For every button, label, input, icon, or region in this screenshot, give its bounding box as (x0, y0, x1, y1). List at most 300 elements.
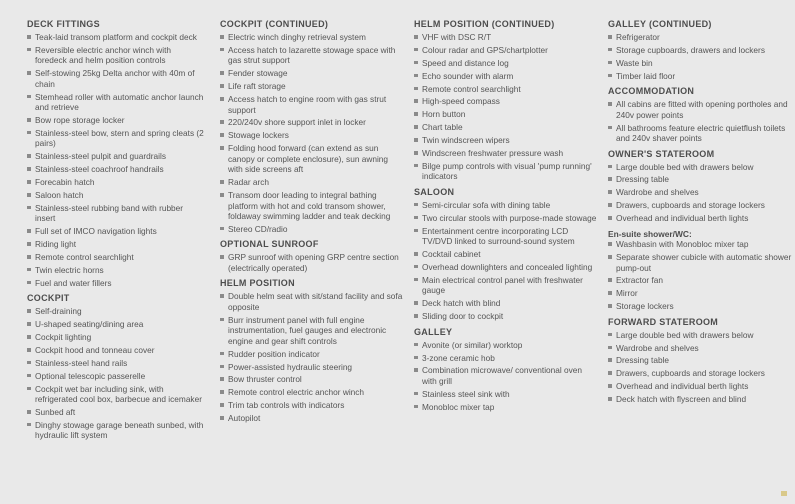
bullet-square-icon (220, 35, 224, 39)
spec-item-text: Optional telescopic passerelle (35, 370, 146, 381)
spec-item-text: Windscreen freshwater pressure wash (422, 148, 564, 159)
spec-list-item (414, 200, 599, 211)
bullet-square-icon (414, 203, 418, 207)
spec-item-text: Cocktail cabinet (422, 249, 481, 260)
bullet-square-icon (220, 146, 224, 150)
spec-item-text: Mirror (616, 288, 638, 299)
spec-item-text: Sunbed aft (35, 407, 76, 418)
spec-section (414, 327, 599, 413)
spec-item-text: Large double bed with drawers below (616, 161, 754, 172)
spec-list-item (220, 94, 405, 115)
bullet-square-icon (414, 314, 418, 318)
spec-list-item (608, 343, 792, 354)
spec-list-item (608, 200, 792, 211)
bullet-square-icon (27, 154, 31, 158)
column-2 (220, 19, 405, 429)
bullet-square-icon (608, 48, 612, 52)
bullet-square-icon (27, 95, 31, 99)
bullet-square-icon (220, 390, 224, 394)
spec-list-item (27, 177, 205, 188)
spec-item-text: Washbasin with Monobloc mixer tap (616, 239, 749, 250)
bullet-square-icon (414, 368, 418, 372)
spec-section (608, 86, 792, 143)
spec-list-item (414, 109, 599, 120)
spec-item-text: Stowage lockers (228, 130, 289, 141)
spec-section (27, 19, 205, 288)
bullet-square-icon (220, 84, 224, 88)
spec-item-text: Drawers, cupboards and storage lockers (616, 368, 765, 379)
spec-list-item (414, 262, 599, 273)
spec-list-item (220, 224, 405, 235)
bullet-square-icon (27, 423, 31, 427)
spec-list-item (608, 162, 792, 173)
spec-item-text: Refrigerator (616, 32, 660, 42)
bullet-square-icon (27, 242, 31, 246)
spec-list (414, 32, 599, 182)
spec-item-text: Speed and distance log (422, 57, 509, 68)
bullet-square-icon (414, 35, 418, 39)
spec-item-text: Full set of IMCO navigation lights (35, 226, 157, 237)
spec-list-item (27, 407, 205, 418)
spec-item-text: Saloon hatch (35, 190, 84, 201)
spec-item-text: Waste bin (616, 57, 653, 68)
spec-list-item (414, 161, 599, 182)
bullet-square-icon (27, 322, 31, 326)
spec-list-item (608, 71, 792, 82)
section-heading: FORWARD STATEROOM (608, 316, 719, 327)
spec-item-text: Fuel and water fillers (35, 277, 112, 288)
spec-item-text: Transom door leading to integral bathing platform with hot and cold transom shower, foldaway swimming ladder and teak decking (228, 190, 391, 222)
spec-list-item (414, 213, 599, 224)
bullet-square-icon (220, 403, 224, 407)
spec-item-text: Dressing table (616, 355, 670, 366)
spec-item-text: Drawers, cupboards and storage lockers (616, 200, 765, 211)
bullet-square-icon (608, 177, 612, 181)
spec-item-text: Stemhead roller with automatic anchor launch and retrieve (35, 91, 204, 113)
spec-item-text: Large double bed with drawers below (616, 329, 754, 340)
bullet-square-icon (414, 405, 418, 409)
bullet-square-icon (220, 133, 224, 137)
spec-item-text: Timber laid floor (616, 70, 676, 81)
spec-item-text: Overhead and individual berth lights (616, 381, 749, 392)
bullet-square-icon (27, 118, 31, 122)
spec-list-item (220, 362, 405, 373)
section-heading: ACCOMMODATION (608, 86, 695, 97)
bullet-square-icon (220, 71, 224, 75)
spec-item-text: Remote control searchlight (35, 252, 134, 263)
bullet-square-icon (27, 255, 31, 259)
bullet-square-icon (414, 343, 418, 347)
spec-list-item (220, 315, 405, 347)
spec-section (414, 187, 599, 322)
spec-item-text: Cockpit lighting (35, 332, 92, 343)
spec-section (608, 149, 792, 224)
spec-item-text: Fender stowage (228, 68, 288, 79)
spec-item-text: Access hatch to lazarette stowage space with gas strut support (228, 44, 396, 66)
spec-item-text: Cockpit wet bar including sink, with refrigerated cool box, barbecue and icemaker (35, 383, 202, 405)
spec-item-text: Combination microwave/ conventional oven with grill (422, 365, 583, 386)
spec-list-item (27, 420, 205, 441)
spec-list-item (608, 123, 792, 144)
bullet-square-icon (414, 99, 418, 103)
spec-item-text: Dressing table (616, 174, 670, 185)
bullet-square-icon (220, 318, 224, 322)
spec-item-text: Remote control searchlight (422, 83, 521, 94)
spec-item-text: Entertainment centre incorporating LCD TV/DVD linked to surround-sound system (422, 225, 575, 247)
section-heading: HELM POSITION (220, 278, 295, 289)
bullet-square-icon (608, 203, 612, 207)
spec-list-item (608, 301, 792, 312)
spec-item-text: Self-draining (35, 306, 82, 317)
section-subheading: En-suite shower/WC: (608, 228, 692, 239)
spec-item-text: Monobloc mixer tap (422, 401, 495, 412)
spec-item-text: Reversible electric anchor winch with foredeck and helm position controls (35, 44, 172, 66)
section-heading: COCKPIT (27, 293, 70, 304)
spec-list (414, 200, 599, 322)
spec-section (608, 19, 792, 81)
bullet-square-icon (220, 193, 224, 197)
bullet-square-icon (414, 216, 418, 220)
spec-item-text: U-shaped seating/dining area (35, 319, 144, 330)
spec-list (608, 239, 792, 312)
spec-item-text: Twin electric horns (35, 264, 104, 275)
bullet-square-icon (608, 190, 612, 194)
spec-list-item (414, 135, 599, 146)
bullet-square-icon (414, 278, 418, 282)
spec-item-text: Stainless steel sink with (422, 388, 510, 399)
section-heading: OWNER'S STATEROOM (608, 148, 715, 159)
spec-list-item (220, 81, 405, 92)
bullet-square-icon (220, 365, 224, 369)
spec-item-text: Separate shower cubicle with automatic shower pump-out (616, 252, 792, 273)
column-1 (27, 19, 205, 446)
bullet-square-icon (414, 48, 418, 52)
spec-list-item (414, 96, 599, 107)
bullet-square-icon (27, 335, 31, 339)
bullet-square-icon (220, 97, 224, 101)
spec-item-text: Storage lockers (616, 301, 674, 312)
spec-item-text: All cabins are fitted with opening portholes and 240v power points (616, 99, 788, 120)
spec-item-text: All bathrooms feature electric quietflush toilets and 240v shaver points (616, 122, 786, 144)
spec-item-text: Two circular stools with purpose-made stowage (422, 212, 597, 223)
spec-item-text: Deck hatch with flyscreen and blind (616, 394, 747, 405)
bullet-square-icon (27, 167, 31, 171)
spec-list-item (27, 252, 205, 263)
spec-section (220, 239, 405, 273)
spec-list-item (27, 384, 205, 405)
spec-list-item (220, 190, 405, 222)
spec-list-item (414, 353, 599, 364)
spec-item-text: Echo sounder with alarm (422, 70, 514, 81)
bullet-square-icon (27, 361, 31, 365)
spec-item-text: Remote control electric anchor winch (228, 387, 365, 398)
spec-list-item (414, 84, 599, 95)
section-heading: SALOON (414, 186, 455, 197)
bullet-square-icon (27, 410, 31, 414)
bullet-square-icon (414, 151, 418, 155)
spec-list-item (608, 394, 792, 405)
bullet-square-icon (608, 291, 612, 295)
spec-item-text: Radar arch (228, 177, 270, 188)
spec-item-text: Horn button (422, 109, 466, 120)
spec-list-item (414, 275, 599, 296)
bullet-square-icon (608, 102, 612, 106)
spec-list-item (27, 278, 205, 289)
bullet-square-icon (608, 61, 612, 65)
spec-list-item (27, 115, 205, 126)
bullet-square-icon (608, 126, 612, 130)
bullet-square-icon (608, 242, 612, 246)
spec-list-item (608, 187, 792, 198)
spec-list-item (414, 122, 599, 133)
spec-item-text: High-speed compass (422, 96, 500, 107)
spec-item-text: Avonite (or similar) worktop (422, 339, 523, 350)
spec-item-text: Twin windscreen wipers (422, 135, 510, 146)
spec-list-item (414, 389, 599, 400)
bullet-square-icon (27, 229, 31, 233)
spec-list (27, 32, 205, 288)
spec-list-item (27, 226, 205, 237)
spec-item-text: Bilge pump controls with visual 'pump running' indicators (422, 160, 592, 182)
spec-list-item (414, 365, 599, 386)
spec-item-text: Trim tab controls with indicators (228, 400, 345, 411)
spec-list-item (608, 368, 792, 379)
bullet-square-icon (220, 255, 224, 259)
spec-item-text: Chart table (422, 122, 463, 133)
bullet-square-icon (414, 392, 418, 396)
spec-list-item (414, 298, 599, 309)
spec-list-item (414, 402, 599, 413)
bullet-square-icon (608, 255, 612, 259)
spec-list-item (27, 239, 205, 250)
spec-item-text: GRP sunroof with opening GRP centre section (electrically operated) (228, 252, 399, 273)
spec-item-text: Wardrobe and shelves (616, 187, 699, 198)
spec-item-text: 3-zone ceramic hob (422, 352, 495, 363)
bullet-square-icon (27, 281, 31, 285)
bullet-square-icon (414, 138, 418, 142)
spec-list-item (220, 374, 405, 385)
spec-item-text: Dinghy stowage garage beneath sunbed, with hydraulic lift system (35, 419, 204, 441)
spec-list-item (220, 32, 405, 43)
spec-item-text: Bow thruster control (228, 374, 302, 385)
spec-item-text: Main electrical control panel with freshwater gauge (422, 274, 583, 296)
spec-list (220, 291, 405, 423)
spec-item-text: Self-stowing 25kg Delta anchor with 40m of chain (35, 68, 195, 89)
spec-list (220, 252, 405, 273)
bullet-square-icon (27, 193, 31, 197)
spec-list-item (414, 340, 599, 351)
spec-list-item (220, 117, 405, 128)
spec-list (608, 162, 792, 224)
bullet-square-icon (27, 71, 31, 75)
spec-list-item (414, 58, 599, 69)
spec-list-item (27, 151, 205, 162)
spec-list-item (27, 203, 205, 224)
spec-item-text: Overhead downlighters and concealed lighting (422, 261, 593, 272)
spec-item-text: Semi-circular sofa with dining table (422, 199, 551, 210)
spec-item-text: Forecabin hatch (35, 177, 95, 188)
spec-list-item (608, 252, 792, 273)
bullet-square-icon (220, 180, 224, 184)
spec-item-text: Rudder position indicator (228, 348, 320, 359)
spec-list-item (220, 68, 405, 79)
bullet-square-icon (27, 180, 31, 184)
bullet-square-icon (27, 348, 31, 352)
bullet-square-icon (414, 74, 418, 78)
spec-item-text: Power-assisted hydraulic steering (228, 361, 353, 372)
spec-item-text: Burr instrument panel with full engine instrumentation, fuel gauges and electronic engine and gear shift controls (228, 314, 387, 346)
spec-list-item (608, 275, 792, 286)
spec-list-item (414, 32, 599, 43)
spec-section (27, 293, 205, 441)
spec-item-text: Stereo CD/radio (228, 223, 288, 234)
bullet-square-icon (27, 374, 31, 378)
bullet-square-icon (220, 227, 224, 231)
spec-list-item (27, 92, 205, 113)
spec-list-item (608, 45, 792, 56)
bullet-square-icon (608, 35, 612, 39)
bullet-square-icon (608, 371, 612, 375)
spec-list-item (27, 68, 205, 89)
spec-list-item (27, 32, 205, 43)
section-heading: OPTIONAL SUNROOF (220, 239, 319, 250)
spec-item-text: Wardrobe and shelves (616, 342, 699, 353)
spec-list-item (27, 45, 205, 66)
spec-item-text: Stainless-steel bow, stern and spring cleats (2 pairs) (35, 127, 204, 149)
bullet-square-icon (27, 48, 31, 52)
spec-item-text: Life raft storage (228, 81, 286, 92)
bullet-square-icon (608, 74, 612, 78)
bullet-square-icon (608, 304, 612, 308)
spec-list-item (220, 413, 405, 424)
spec-item-text: Extractor fan (616, 275, 664, 286)
bullet-square-icon (608, 165, 612, 169)
spec-list-item (414, 71, 599, 82)
spec-list-item (220, 143, 405, 175)
spec-section (608, 317, 792, 405)
spec-list-item (27, 345, 205, 356)
bullet-square-icon (414, 61, 418, 65)
spec-list-item (414, 148, 599, 159)
spec-list (608, 32, 792, 81)
spec-list-item (27, 190, 205, 201)
bullet-square-icon (608, 358, 612, 362)
spec-list-item (608, 288, 792, 299)
bullet-square-icon (414, 265, 418, 269)
section-heading: COCKPIT (CONTINUED) (220, 19, 329, 29)
spec-list-item (220, 349, 405, 360)
spec-item-text: Cockpit hood and tonneau cover (35, 345, 155, 356)
bullet-square-icon (414, 229, 418, 233)
spec-list (27, 306, 205, 441)
spec-list-item (608, 99, 792, 120)
corner-mark (781, 491, 787, 496)
spec-item-text: Overhead and individual berth lights (616, 213, 749, 224)
bullet-square-icon (220, 352, 224, 356)
spec-section (220, 278, 405, 423)
spec-item-text: Stainless-steel hand rails (35, 357, 128, 368)
spec-list-item (608, 355, 792, 366)
spec-item-text: Deck hatch with blind (422, 298, 501, 309)
spec-list-item (608, 32, 792, 43)
spec-list-item (27, 319, 205, 330)
spec-item-text: Riding light (35, 239, 77, 250)
bullet-square-icon (27, 309, 31, 313)
bullet-square-icon (220, 120, 224, 124)
spec-item-text: 220/240v shore support inlet in locker (228, 117, 366, 128)
bullet-square-icon (414, 164, 418, 168)
spec-section (414, 19, 599, 182)
bullet-square-icon (27, 131, 31, 135)
spec-item-text: Stainless-steel rubbing band with rubber insert (35, 202, 184, 224)
spec-list-item (220, 177, 405, 188)
spec-section (220, 19, 405, 234)
spec-item-text: Folding hood forward (can extend as sun canopy or complete enclosure), sun awning with side screens aft (228, 143, 389, 175)
spec-item-text: Autopilot (228, 413, 261, 424)
bullet-square-icon (608, 278, 612, 282)
column-4 (608, 19, 792, 410)
spec-list-item (27, 332, 205, 343)
spec-item-text: Colour radar and GPS/chartplotter (422, 44, 548, 55)
spec-item-text: Electric winch dinghy retrieval system (228, 32, 366, 42)
spec-list-item (220, 130, 405, 141)
spec-list-item (27, 265, 205, 276)
bullet-square-icon (27, 206, 31, 210)
spec-list-item (608, 330, 792, 341)
spec-item-text: Bow rope storage locker (35, 115, 125, 126)
bullet-square-icon (414, 112, 418, 116)
spec-item-text: Storage cupboards, drawers and lockers (616, 44, 765, 55)
spec-list-item (27, 358, 205, 369)
spec-list-item (608, 381, 792, 392)
section-heading: HELM POSITION (CONTINUED) (414, 19, 555, 29)
spec-list (414, 340, 599, 413)
spec-list-item (220, 387, 405, 398)
spec-list-item (608, 58, 792, 69)
bullet-square-icon (414, 252, 418, 256)
spec-item-text: Stainless-steel pulpit and guardrails (35, 151, 166, 162)
spec-section (608, 229, 792, 312)
bullet-square-icon (27, 35, 31, 39)
bullet-square-icon (608, 216, 612, 220)
spec-item-text: Stainless-steel coachroof handrails (35, 164, 164, 175)
bullet-square-icon (220, 294, 224, 298)
spec-item-text: Access hatch to engine room with gas strut support (228, 94, 387, 115)
spec-list (608, 330, 792, 405)
spec-item-text: Teak-laid transom platform and cockpit deck (35, 32, 197, 42)
bullet-square-icon (608, 384, 612, 388)
spec-list (220, 32, 405, 234)
spec-list (608, 99, 792, 143)
spec-list-item (608, 213, 792, 224)
column-3 (414, 19, 599, 417)
spec-list-item (414, 311, 599, 322)
spec-item-text: Sliding door to cockpit (422, 311, 504, 322)
bullet-square-icon (414, 356, 418, 360)
spec-list-item (608, 174, 792, 185)
spec-list-item (27, 164, 205, 175)
spec-list-item (220, 291, 405, 312)
spec-item-text: Double helm seat with sit/stand facility and sofa opposite (228, 291, 403, 312)
spec-list-item (220, 400, 405, 411)
spec-list-item (414, 249, 599, 260)
bullet-square-icon (608, 346, 612, 350)
bullet-square-icon (27, 268, 31, 272)
spec-list-item (27, 128, 205, 149)
bullet-square-icon (414, 301, 418, 305)
bullet-square-icon (608, 333, 612, 337)
spec-list-item (220, 252, 405, 273)
